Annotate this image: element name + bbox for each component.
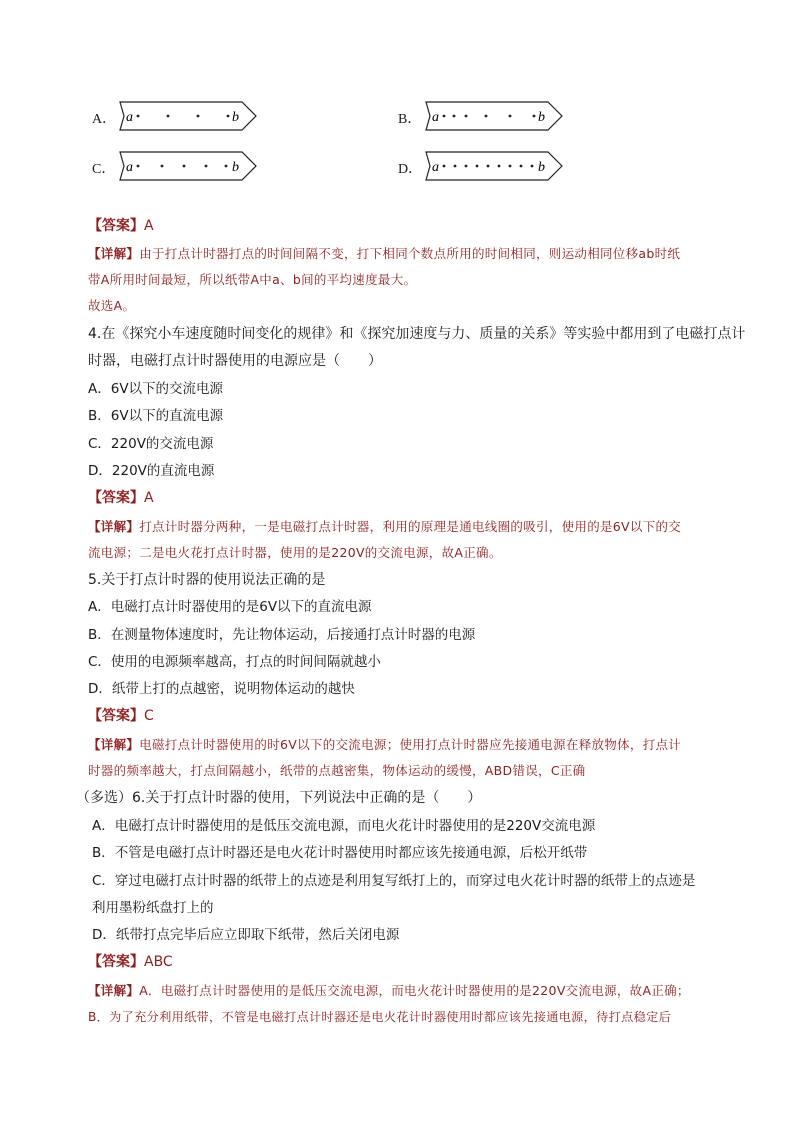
q5-answer: C [144, 708, 154, 724]
q3-answer-line [88, 216, 154, 236]
q5-option-a: A．电磁打点计时器使用的是6V以下的直流电源 [88, 599, 372, 615]
q5-detail-text-1: 电磁打点计时器使用的时6V以下的交流电源；使用打点计时器应先接通电源在释放物体，打点计 [139, 737, 682, 752]
q6-answer: ABC [144, 954, 173, 970]
option-a-label: A． [92, 112, 117, 127]
option-b-label: B． [398, 112, 422, 127]
q6-detail-line-2: B．为了充分利用纸带，不管是电磁打点计时器还是电火花计时器使用时都应该先接通电源，待打点稳定后 [88, 1010, 672, 1024]
q3-detail-line-3: 故选A。 [88, 298, 136, 313]
option-c-label: C． [92, 162, 116, 177]
q4-option-c: C．220V的交流电源 [88, 436, 214, 452]
q6-option-d: D．纸带打点完毕后应立即取下纸带，然后关闭电源 [92, 927, 400, 943]
q6-detail-tag: 【详解】 [88, 983, 140, 998]
q4-detail-line-2: 流电源；二是电火花打点计时器，使用的是220V的交流电源，故A正确。 [88, 545, 502, 560]
tape-c-end-label: b [232, 160, 239, 175]
q4-stem-line-1: 4.在《探究小车速度随时间变化的规律》和《探究加速度与力、质量的关系》等实验中都用到了电磁打点计 [88, 326, 746, 342]
q3-detail-line-1 [88, 244, 680, 264]
q4-detail-line-1 [88, 517, 681, 537]
tape-figure-b [424, 98, 566, 134]
q6-answer-tag: 【答案】 [88, 954, 144, 970]
option-d-label: D． [398, 162, 423, 177]
q5-detail-line-1 [88, 735, 681, 755]
tape-d-start-label: a [432, 160, 439, 175]
q3-detail-line-2: 带A所用时间最短，所以纸带A中a、b间的平均速度最大。 [88, 272, 417, 287]
tape-figure-a [118, 98, 260, 134]
q6-stem-line-1: （多选）6.关于打点计时器的使用，下列说法中正确的是（ ） [76, 790, 482, 806]
q3-detail-text-1: 由于打点计时器打点的时间间隔不变，打下相同个数点所用的时间相同，则运动相同位移ab时纸 [139, 246, 681, 261]
q6-detail-line-1 [88, 981, 690, 1001]
q4-option-d: D．220V的直流电源 [88, 463, 215, 479]
tape-b-end-label: b [538, 110, 545, 125]
q6-option-a: A．电磁打点计时器使用的是低压交流电源，而电火花计时器使用的是220V交流电源 [92, 818, 596, 834]
q5-option-c: C．使用的电源频率越高，打点的时间间隔就越小 [88, 654, 381, 670]
q5-detail-line-2: 时器的频率越大，打点间隔越小，纸带的点越密集，物体运动的缓慢，ABD错误，C正确 [88, 763, 586, 778]
q5-answer-line [88, 706, 154, 726]
q5-stem-line-1: 5.关于打点计时器的使用说法正确的是 [88, 572, 326, 588]
q6-option-c-line-2: 利用墨粉纸盘打上的 [92, 900, 214, 916]
q3-answer: A [144, 218, 154, 234]
q4-answer-tag: 【答案】 [88, 490, 144, 506]
q4-stem-line-2: 时器，电磁打点计时器使用的电源应是（ ） [88, 353, 382, 369]
tape-figure-c [118, 148, 260, 184]
q4-option-b: B．6V以下的直流电源 [88, 408, 224, 424]
q4-option-a: A．6V以下的交流电源 [88, 381, 224, 397]
tape-d-end-label: b [538, 160, 545, 175]
q5-detail-tag: 【详解】 [88, 737, 140, 752]
q3-answer-tag: 【答案】 [88, 218, 144, 234]
q5-option-b: B．在测量物体速度时，先让物体运动，后接通打点计时器的电源 [88, 627, 476, 643]
tape-c-start-label: a [126, 160, 133, 175]
q4-answer: A [144, 490, 154, 506]
q6-option-b: B．不管是电磁打点计时器还是电火花计时器使用时都应该先接通电源，后松开纸带 [92, 845, 588, 861]
q3-detail-tag: 【详解】 [88, 246, 140, 261]
q6-answer-line [88, 952, 173, 972]
q5-option-d: D．纸带上打的点越密，说明物体运动的越快 [88, 681, 355, 697]
q6-detail-text-1: A．电磁打点计时器使用的是低压交流电源，而电火花计时器使用的是220V交流电源，故A正确； [139, 983, 690, 998]
q5-answer-tag: 【答案】 [88, 708, 144, 724]
q6-option-c-line-1: C．穿过电磁打点计时器的纸带上的点迹是利用复写纸打上的，而穿过电火花计时器的纸带上的点迹是 [92, 873, 696, 889]
tape-a-end-label: b [232, 110, 239, 125]
q4-detail-text-1: 打点计时器分两种，一是电磁打点计时器，利用的原理是通电线圈的吸引，使用的是6V以下的交 [139, 519, 682, 534]
tape-figure-d [424, 148, 566, 184]
q4-detail-tag: 【详解】 [88, 519, 140, 534]
tape-a-start-label: a [126, 110, 133, 125]
q4-answer-line [88, 488, 154, 508]
tape-b-start-label: a [432, 110, 439, 125]
